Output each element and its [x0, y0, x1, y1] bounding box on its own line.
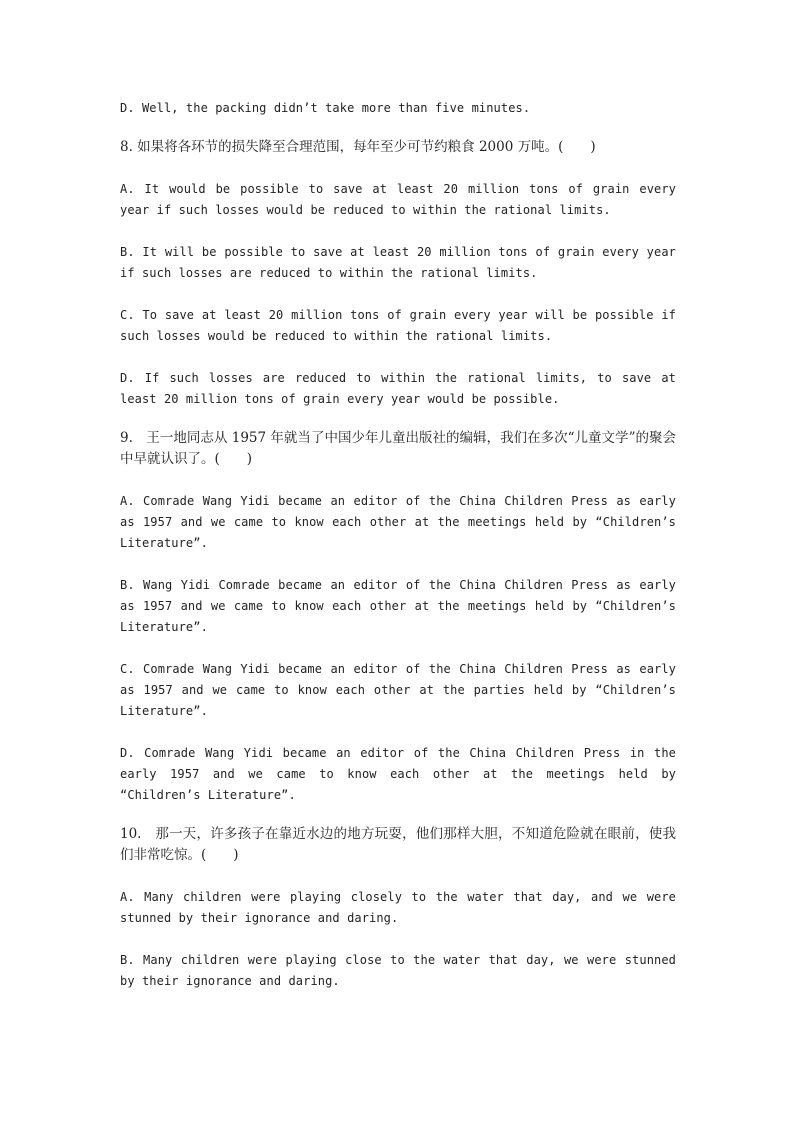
- q7-option-d: D. Well, the packing didn’t take more than five minutes.: [120, 101, 531, 115]
- q9-option-a: A. Comrade Wang Yidi became an editor of the China Children Press as early as 1957 and we came to know each other at the meetings held by “Children’s Literature”.: [120, 494, 676, 550]
- q9-option-d: D. Comrade Wang Yidi became an editor of the China Children Press in the early 1957 and we came to know each other at the meetings held by “Children’s Literature”.: [120, 746, 676, 802]
- q9-stem: 9. 王一地同志从 1957 年就当了中国少年儿童出版社的编辑，我们在多次“儿童文学”的聚会中早就认识了。( ): [120, 430, 676, 467]
- q10-option-a: A. Many children were playing closely to the water that day, and we were stunned by their ignorance and daring.: [120, 890, 676, 925]
- q8-option-a: A. It would be possible to save at least 20 million tons of grain every year if such losses would be reduced to within the rational limits.: [120, 182, 676, 217]
- q10-option-b: B. Many children were playing close to the water that day, we were stunned by their ignorance and daring.: [120, 953, 676, 988]
- q10-stem: 10. 那一天，许多孩子在靠近水边的地方玩耍，他们那样大胆，不知道危险就在眼前，使我们非常吃惊。( ): [120, 826, 676, 863]
- q8-option-b: B. It will be possible to save at least 20 million tons of grain every year if such losses are reduced to within the rational limits.: [120, 245, 676, 280]
- document-content: [120, 98, 676, 992]
- q9-option-c: C. Comrade Wang Yidi became an editor of the China Children Press as early as 1957 and we came to know each other at the parties held by “Children’s Literature”.: [120, 662, 676, 718]
- q9-option-b: B. Wang Yidi Comrade became an editor of the China Children Press as early as 1957 and we came to know each other at the meetings held by “Children’s Literature”.: [120, 578, 676, 634]
- q8-stem: 8. 如果将各环节的损失降至合理范围，每年至少可节约粮食 2000 万吨。( ): [120, 139, 596, 155]
- q8-option-c: C. To save at least 20 million tons of grain every year will be possible if such losses would be reduced to within the rational limits.: [120, 308, 676, 343]
- q8-option-d: D. If such losses are reduced to within the rational limits, to save at least 20 million tons of grain every year would be possible.: [120, 371, 676, 406]
